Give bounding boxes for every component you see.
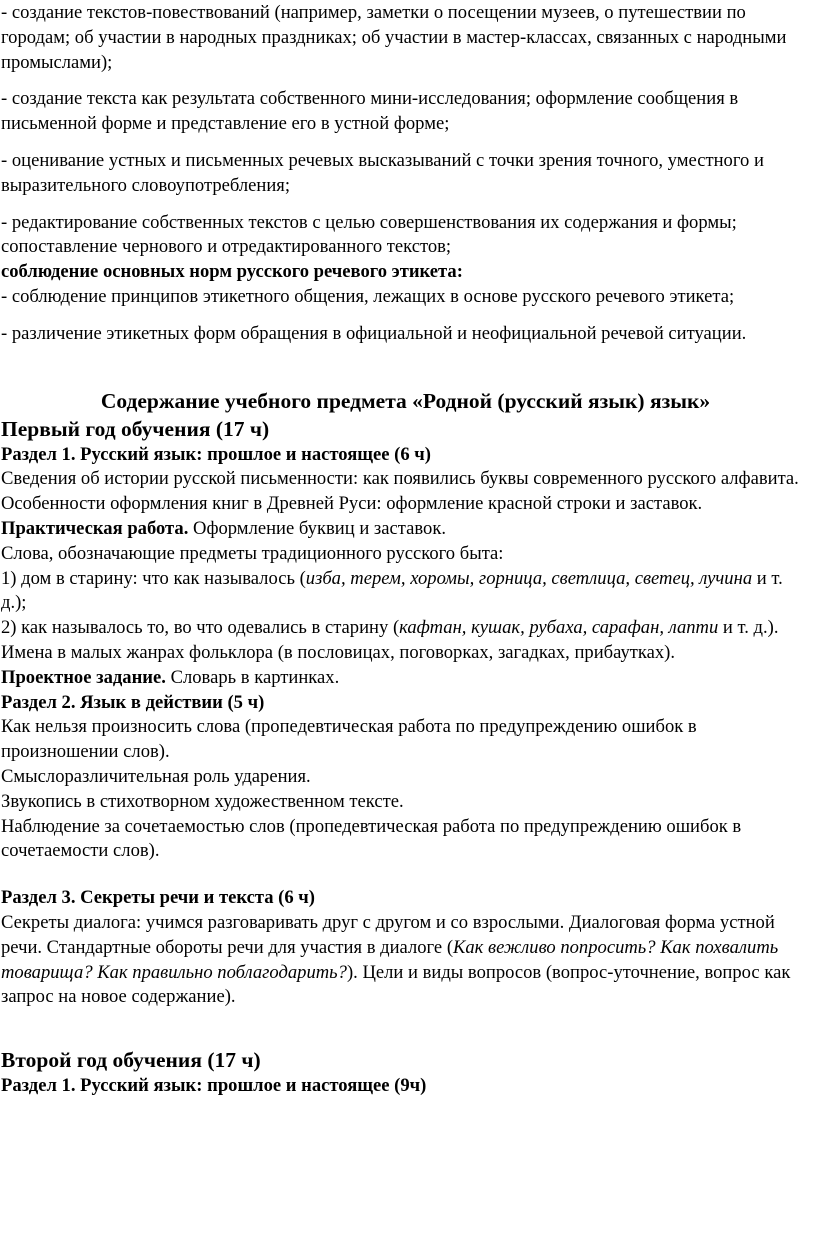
- etiquette-item-forms: - различение этикетных форм обращения в официальной и неофициальной речевой ситуации.: [1, 322, 747, 344]
- paragraph-editing: - редактирование собственных текстов с целью совершенствования их содержания и формы; сопоставление чернового и отредактированного текстов;: [1, 211, 737, 258]
- section2-compatibility: Наблюдение за сочетаемостью слов (пропедевтическая работа по предупреждению ошибок в сочетаемости слов).: [1, 815, 742, 862]
- practical-label: Практическая работа.: [1, 517, 189, 539]
- year2-section1-title: [1, 1074, 810, 1099]
- year1-section3-title-text: Раздел 3. Секреты речи и текста (6 ч): [1, 887, 315, 909]
- paragraph-mini-research: - создание текста как результата собственного мини-исследования; оформление сообщения в письменной форме и представление его в устной форме;: [1, 88, 739, 135]
- project-text: Словарь в картинках.: [165, 666, 340, 688]
- item1-examples: изба, терем, хоромы, горница, светлица, светец, лучина: [305, 567, 753, 589]
- year1-title: Первый год обучения (17 ч): [1, 416, 270, 441]
- item1-end: и т. д.);: [1, 567, 783, 614]
- section1-history: Сведения об истории русской письменности: как появились буквы современного русского алфавита.: [1, 468, 799, 490]
- item2-start: 2) как называлось то, во что одевались в старину (: [1, 617, 400, 639]
- section3-examples: Как вежливо попросить? Как похвалить товарища? Как правильно поблагодарить?: [1, 936, 779, 983]
- year1-section2-title-text: Раздел 2. Язык в действии (5 ч): [1, 691, 265, 713]
- project-label: Проектное задание.: [1, 666, 166, 688]
- section1-practical: [1, 517, 810, 542]
- etiquette-heading: [1, 260, 810, 285]
- section3-end: ). Цели и виды вопросов (вопрос-уточнение, вопрос как запрос на новое содержание).: [1, 961, 791, 1008]
- section3-start: Секреты диалога: учимся разговаривать друг с другом и со взрослыми. Диалоговая форма устной речи. Стандартные обороты речи для участия в диалоге (: [1, 911, 775, 958]
- section1-item-clothes: [1, 616, 810, 641]
- year2-section1-title-text: Раздел 1. Русский язык: прошлое и настоящее (9ч): [1, 1075, 427, 1097]
- paragraph-evaluation: - оценивание устных и письменных речевых высказываний с точки зрения точного, уместного и выразительного словоупотребления;: [1, 149, 764, 196]
- etiquette-heading-text: соблюдение основных норм русского речевого этикета:: [1, 261, 463, 283]
- year1-section2-title: [1, 691, 810, 716]
- section2-sound: Звукопись в стихотворном художественном тексте.: [1, 790, 404, 812]
- item2-examples: кафтан, кушак, рубаха, сарафан, лапти: [399, 617, 719, 639]
- section1-project: [1, 666, 810, 691]
- etiquette-item-principles: - соблюдение принципов этикетного общения, лежащих в основе русского речевого этикета;: [1, 285, 735, 307]
- paragraph-texts-narration: - создание текстов-повествований (например, заметки о посещении музеев, о путешествии по городам; об участии в народных праздниках; об участии в мастер-классах, связанных с народными промыслами);: [1, 2, 787, 73]
- year1-section1-title-text: Раздел 1. Русский язык: прошлое и настоящее (6 ч): [1, 443, 431, 465]
- section1-books: Особенности оформления книг в Древней Руси: оформление красной строки и заставок.: [1, 493, 703, 515]
- section1-folklore: Имена в малых жанрах фольклора (в пословицах, поговорках, загадках, прибаутках).: [1, 641, 676, 663]
- content-title: Содержание учебного предмета «Родной (русский язык) язык»: [100, 388, 711, 413]
- year1-section3-title: [1, 886, 810, 911]
- section2-pronunciation: Как нельзя произносить слова (пропедевтическая работа по предупреждению ошибок в произношении слов).: [1, 716, 697, 763]
- section1-item-house: [1, 567, 810, 617]
- section2-stress: Смыслоразличительная роль ударения.: [1, 765, 311, 787]
- section3-dialogue: [1, 911, 810, 1010]
- item2-end: и т. д.).: [718, 617, 779, 639]
- year1-section1-title: [1, 443, 810, 468]
- item1-start: 1) дом в старину: что как называлось (: [1, 567, 306, 589]
- practical-text: Оформление буквиц и заставок.: [188, 517, 447, 539]
- section1-words: Слова, обозначающие предметы традиционного русского быта:: [1, 542, 504, 564]
- year2-title: Второй год обучения (17 ч): [1, 1048, 261, 1073]
